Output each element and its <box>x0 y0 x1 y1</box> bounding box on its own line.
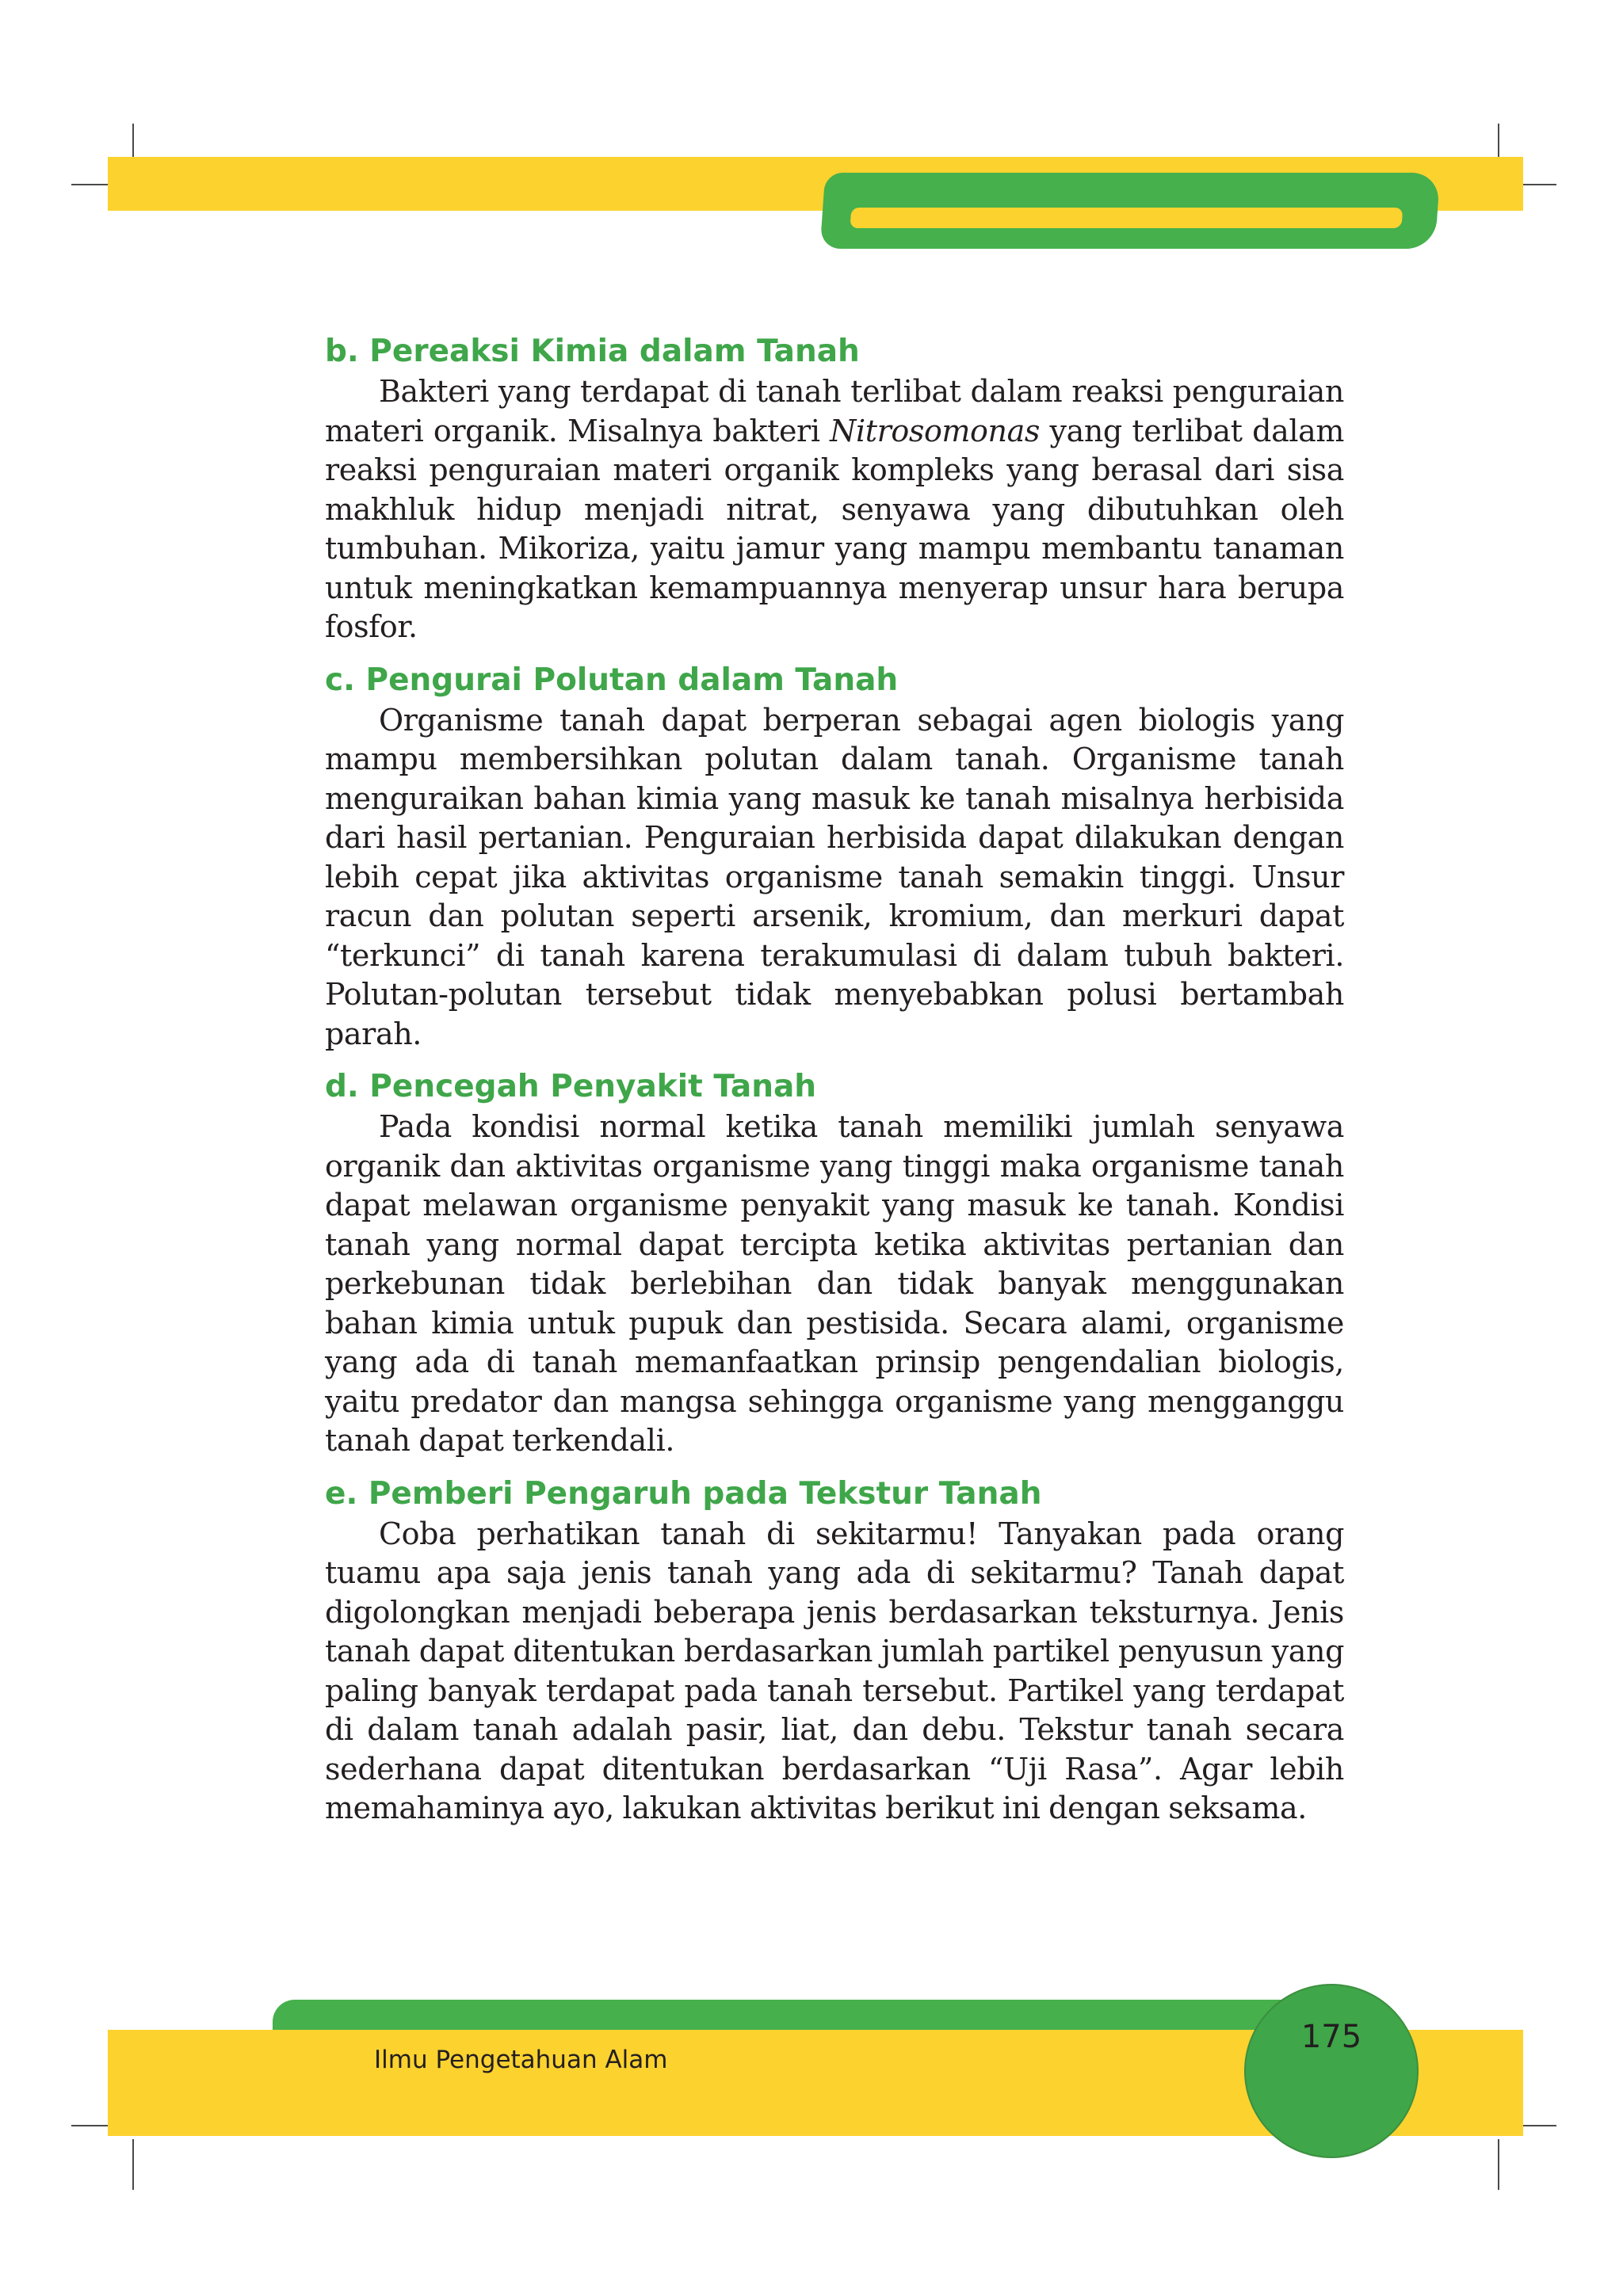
crop-mark <box>1498 2139 1499 2190</box>
section-title: d. Pencegah Penyakit Tanah <box>325 1069 817 1104</box>
species-name: Nitrosomonas <box>830 413 1040 448</box>
section-title: e. Pemberi Pengaruh pada Tekstur Tanah <box>325 1475 1042 1512</box>
crop-mark <box>132 2139 134 2190</box>
page-content <box>325 331 1344 1829</box>
paragraph-text: Bakteri yang terdapat di tanah terlibat dalam reaksi penguraian materi organik. Misalnya bakteri <box>325 374 1344 448</box>
section-paragraph <box>325 372 1344 647</box>
section-paragraph: Coba perhatikan tanah di sekitarmu! Tanyakan pada orang tuamu apa saja jenis tanah yang ada di sekitarmu? Tanah dapat digolongkan menjadi beberapa jenis berdasarkan teksturnya. Jenis tanah dapat ditentukan berdasarkan jumlah partikel penyusun yang paling banyak terdapat pada tanah tersebut. Partikel yang terdapat di dalam tanah adalah pasir, liat, dan debu. Tekstur tanah secara sederhana dapat ditentukan berdasarkan “Uji Rasa”. Agar lebih memahaminya ayo, lakukan aktivitas berikut ini dengan seksama. <box>325 1516 1344 1825</box>
section-b <box>325 331 1344 647</box>
footer-subject: Ilmu Pengetahuan Alam <box>374 2046 668 2074</box>
page-number-badge <box>1246 1985 1417 2157</box>
section-title: c. Pengurai Polutan dalam Tanah <box>325 662 899 698</box>
section-paragraph: Organisme tanah dapat berperan sebagai agen biologis yang mampu membersihkan polutan dalam tanah. Organisme tanah menguraikan bahan kimia yang masuk ke tanah misalnya herbisida dari hasil pertanian. Penguraian herbisida dapat dilakukan dengan lebih cepat jika aktivitas organisme tanah semakin tinggi. Unsur racun dan polutan seperti arsenik, kromium, dan merkuri dapat “terkunci” di tanah karena terakumulasi di dalam tubuh bakteri. Polutan-polutan tersebut tidak menyebabkan polusi bertambah parah. <box>325 702 1344 1051</box>
section-d <box>325 1066 1344 1461</box>
section-c <box>325 660 1344 1055</box>
header-tab-inner <box>850 208 1403 228</box>
section-title: b. Pereaksi Kimia dalam Tanah <box>325 334 860 369</box>
section-e <box>325 1474 1344 1829</box>
section-paragraph: Pada kondisi normal ketika tanah memiliki jumlah senyawa organik dan aktivitas organisme yang tinggi maka organisme tanah dapat melawan organisme penyakit yang masuk ke tanah. Kondisi tanah yang normal dapat tercipta ketika aktivitas pertanian dan perkebunan tidak berlebihan dan tidak banyak menggunakan bahan kimia untuk pupuk dan pestisida. Secara alami, organisme yang ada di tanah memanfaatkan prinsip pengendalian biologis, yaitu predator dan mangsa sehingga organisme yang mengganggu tanah dapat terkendali. <box>325 1109 1344 1458</box>
header-tab <box>820 173 1441 249</box>
page-number: 175 <box>1300 2019 1362 2055</box>
paragraph-text: yang terlibat dalam reaksi penguraian materi organik kompleks yang berasal dari sisa makhluk hidup menjadi nitrat, senyawa yang dibutuhkan oleh tumbuhan. Mikoriza, yaitu jamur yang mampu membantu tanaman untuk meningkatkan kemampuannya menyerap unsur hara berupa fosfor. <box>325 413 1344 644</box>
